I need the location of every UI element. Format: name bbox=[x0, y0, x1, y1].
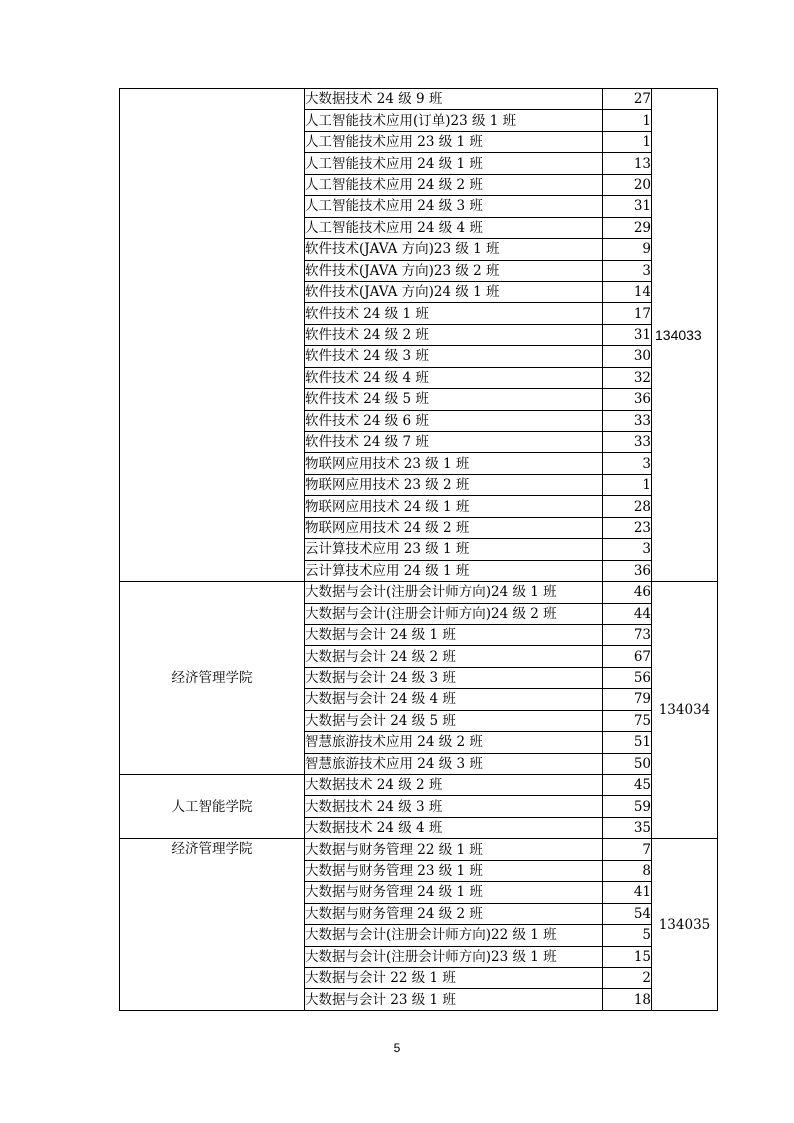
student-count-cell: 41 bbox=[603, 882, 652, 903]
student-count-cell: 3 bbox=[603, 539, 652, 560]
student-count-cell: 51 bbox=[603, 732, 652, 753]
student-count-cell: 1 bbox=[603, 131, 652, 152]
college-cell: 经济管理学院 bbox=[120, 582, 305, 775]
student-count-cell: 14 bbox=[603, 281, 652, 302]
class-name-cell: 大数据与财务管理 24 级 2 班 bbox=[305, 903, 603, 924]
class-name-cell: 大数据与会计 24 级 3 班 bbox=[305, 667, 603, 688]
class-name-cell: 软件技术 24 级 2 班 bbox=[305, 324, 603, 345]
table-row bbox=[120, 582, 718, 603]
class-name-cell: 软件技术 24 级 6 班 bbox=[305, 410, 603, 431]
student-count-cell: 9 bbox=[603, 239, 652, 260]
student-count-cell: 67 bbox=[603, 646, 652, 667]
class-name-cell: 大数据与财务管理 22 级 1 班 bbox=[305, 839, 603, 860]
class-name-cell: 大数据与会计(注册会计师方向)23 级 1 班 bbox=[305, 946, 603, 967]
student-count-cell: 46 bbox=[603, 582, 652, 603]
class-name-cell: 云计算技术应用 23 级 1 班 bbox=[305, 539, 603, 560]
class-name-cell: 软件技术 24 级 5 班 bbox=[305, 389, 603, 410]
student-count-cell: 27 bbox=[603, 89, 652, 110]
class-name-cell: 智慧旅游技术应用 24 级 3 班 bbox=[305, 753, 603, 774]
class-name-cell: 物联网应用技术 24 级 1 班 bbox=[305, 496, 603, 517]
class-name-cell: 大数据与会计 22 级 1 班 bbox=[305, 967, 603, 988]
class-name-cell: 人工智能技术应用(订单)23 级 1 班 bbox=[305, 110, 603, 131]
student-count-cell: 33 bbox=[603, 432, 652, 453]
student-count-cell: 31 bbox=[603, 324, 652, 345]
class-name-cell: 软件技术(JAVA 方向)23 级 1 班 bbox=[305, 239, 603, 260]
class-name-cell: 大数据与会计 24 级 2 班 bbox=[305, 646, 603, 667]
student-count-cell: 28 bbox=[603, 496, 652, 517]
student-count-cell: 20 bbox=[603, 174, 652, 195]
class-name-cell: 软件技术(JAVA 方向)24 级 1 班 bbox=[305, 281, 603, 302]
exam-room-cell: 134035 bbox=[652, 839, 718, 1011]
student-count-cell: 3 bbox=[603, 260, 652, 281]
student-count-cell: 29 bbox=[603, 217, 652, 238]
class-name-cell: 大数据与财务管理 23 级 1 班 bbox=[305, 860, 603, 881]
class-name-cell: 人工智能技术应用 24 级 4 班 bbox=[305, 217, 603, 238]
student-count-cell: 13 bbox=[603, 153, 652, 174]
table-row bbox=[120, 839, 718, 860]
class-name-cell: 人工智能技术应用 24 级 1 班 bbox=[305, 153, 603, 174]
class-name-cell: 大数据与会计(注册会计师方向)24 级 2 班 bbox=[305, 603, 603, 624]
table-row bbox=[120, 775, 718, 796]
class-name-cell: 大数据技术 24 级 4 班 bbox=[305, 817, 603, 838]
class-name-cell: 软件技术(JAVA 方向)23 级 2 班 bbox=[305, 260, 603, 281]
class-name-cell: 人工智能技术应用 23 级 1 班 bbox=[305, 131, 603, 152]
class-name-cell: 软件技术 24 级 1 班 bbox=[305, 303, 603, 324]
student-count-cell: 35 bbox=[603, 817, 652, 838]
college-cell: 经济管理学院 bbox=[120, 839, 305, 1011]
student-count-cell: 44 bbox=[603, 603, 652, 624]
college-cell bbox=[120, 89, 305, 582]
student-count-cell: 8 bbox=[603, 860, 652, 881]
class-name-cell: 智慧旅游技术应用 24 级 2 班 bbox=[305, 732, 603, 753]
class-name-cell: 大数据与会计 24 级 1 班 bbox=[305, 624, 603, 645]
class-name-cell: 大数据与会计(注册会计师方向)24 级 1 班 bbox=[305, 582, 603, 603]
class-name-cell: 大数据与财务管理 24 级 1 班 bbox=[305, 882, 603, 903]
student-count-cell: 45 bbox=[603, 775, 652, 796]
student-count-cell: 30 bbox=[603, 346, 652, 367]
student-count-cell: 75 bbox=[603, 710, 652, 731]
student-count-cell: 17 bbox=[603, 303, 652, 324]
student-count-cell: 1 bbox=[603, 110, 652, 131]
roster-body bbox=[120, 89, 718, 1011]
class-name-cell: 物联网应用技术 23 级 1 班 bbox=[305, 453, 603, 474]
class-name-cell: 软件技术 24 级 4 班 bbox=[305, 367, 603, 388]
class-name-cell: 物联网应用技术 24 级 2 班 bbox=[305, 517, 603, 538]
student-count-cell: 5 bbox=[603, 925, 652, 946]
student-count-cell: 31 bbox=[603, 196, 652, 217]
class-name-cell: 云计算技术应用 24 级 1 班 bbox=[305, 560, 603, 581]
student-count-cell: 59 bbox=[603, 796, 652, 817]
exam-room-cell: 134034 bbox=[652, 582, 718, 839]
student-count-cell: 32 bbox=[603, 367, 652, 388]
class-name-cell: 大数据与会计 23 级 1 班 bbox=[305, 989, 603, 1010]
class-name-cell: 物联网应用技术 23 级 2 班 bbox=[305, 474, 603, 495]
student-count-cell: 56 bbox=[603, 667, 652, 688]
student-count-cell: 36 bbox=[603, 560, 652, 581]
student-count-cell: 73 bbox=[603, 624, 652, 645]
student-count-cell: 2 bbox=[603, 967, 652, 988]
student-count-cell: 3 bbox=[603, 453, 652, 474]
student-count-cell: 79 bbox=[603, 689, 652, 710]
student-count-cell: 1 bbox=[603, 474, 652, 495]
class-name-cell: 人工智能技术应用 24 级 3 班 bbox=[305, 196, 603, 217]
college-cell: 人工智能学院 bbox=[120, 775, 305, 839]
class-name-cell: 大数据技术 24 级 2 班 bbox=[305, 775, 603, 796]
class-name-cell: 软件技术 24 级 7 班 bbox=[305, 432, 603, 453]
table-row bbox=[120, 89, 718, 110]
class-name-cell: 大数据技术 24 级 9 班 bbox=[305, 89, 603, 110]
student-count-cell: 33 bbox=[603, 410, 652, 431]
page-number: 5 bbox=[393, 1041, 401, 1055]
student-count-cell: 54 bbox=[603, 903, 652, 924]
student-count-cell: 15 bbox=[603, 946, 652, 967]
student-count-cell: 36 bbox=[603, 389, 652, 410]
class-name-cell: 人工智能技术应用 24 级 2 班 bbox=[305, 174, 603, 195]
exam-room-cell: 134033 bbox=[652, 89, 718, 582]
student-count-cell: 18 bbox=[603, 989, 652, 1010]
exam-room-roster-table bbox=[119, 88, 718, 1011]
student-count-cell: 23 bbox=[603, 517, 652, 538]
class-name-cell: 大数据与会计 24 级 5 班 bbox=[305, 710, 603, 731]
student-count-cell: 7 bbox=[603, 839, 652, 860]
class-name-cell: 大数据与会计 24 级 4 班 bbox=[305, 689, 603, 710]
student-count-cell: 50 bbox=[603, 753, 652, 774]
class-name-cell: 大数据技术 24 级 3 班 bbox=[305, 796, 603, 817]
class-name-cell: 大数据与会计(注册会计师方向)22 级 1 班 bbox=[305, 925, 603, 946]
class-name-cell: 软件技术 24 级 3 班 bbox=[305, 346, 603, 367]
